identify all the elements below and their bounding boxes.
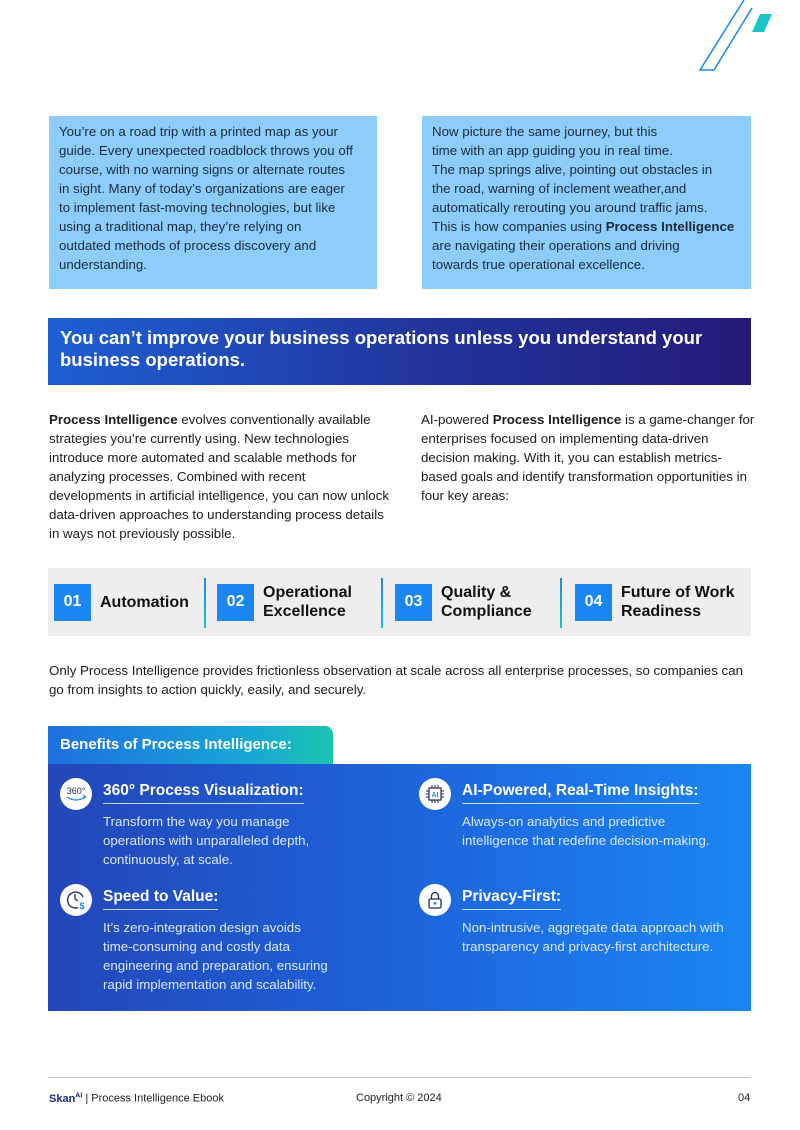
key-area-operational-excellence bbox=[217, 568, 387, 636]
svg-text:AI: AI bbox=[431, 792, 439, 799]
benefit-description: Transform the way you manage operations with unparalleled depth, continuously, at scale. bbox=[103, 814, 310, 867]
area-label: Future of Work Readiness bbox=[621, 584, 735, 620]
area-label: Automation bbox=[100, 593, 189, 611]
svg-text:$: $ bbox=[79, 901, 85, 911]
benefit-title: AI-Powered, Real-Time Insights: bbox=[462, 782, 699, 804]
area-number-badge: 01 bbox=[54, 584, 91, 621]
footer-copyright: Copyright © 2024 bbox=[356, 1092, 442, 1104]
area-number-badge: 03 bbox=[395, 584, 432, 621]
benefits-heading: Benefits of Process Intelligence: bbox=[60, 736, 292, 753]
benefit-description: It’s zero-integration design avoids time-consuming and costly data engineering and preparation, ensuring rapid implementation and scalability. bbox=[103, 920, 328, 992]
footer-ebook-title: | Process Intelligence Ebook bbox=[82, 1092, 224, 1105]
benefit-title: 360° Process Visualization: bbox=[103, 782, 304, 804]
ai-chip-icon bbox=[419, 778, 451, 810]
area-label: Operational Excellence bbox=[263, 584, 352, 620]
intro-right-text: Now picture the same journey, but this time with an app guiding you in real time. The map springs alive, pointing out obstacles in the road, warning of inclement weather,and automatically rerouting you around traffic jams. This is how companies using Process Intelligence are navigating their operations and driving towards true operational excellence. bbox=[432, 124, 735, 272]
banner-heading: You can’t improve your business operations unless you understand your business operations. bbox=[60, 327, 703, 370]
360-view-icon bbox=[60, 778, 92, 810]
footer-brand bbox=[49, 1092, 224, 1105]
key-areas-strip bbox=[48, 568, 751, 636]
page-number: 04 bbox=[738, 1092, 751, 1104]
area-divider bbox=[560, 578, 562, 628]
benefits-panel bbox=[48, 764, 751, 1011]
summary-statement: Only Process Intelligence provides frictionless observation at scale across all enterprise processes, so companies can go from insights to action quickly, easily, and securely. bbox=[49, 663, 743, 697]
lock-icon bbox=[419, 884, 451, 916]
intro-box-right bbox=[422, 116, 751, 289]
key-area-future-of-work bbox=[575, 568, 751, 636]
benefit-title: Speed to Value: bbox=[103, 888, 218, 910]
intro-left-text: You’re on a road trip with a printed map as your guide. Every unexpected roadblock throws you off course, with no warning signs or alternate routes in sight. Many of today’s organizations are eager to implement fast-moving technologies, but like using a traditional map, they’re relying on outdated methods of process discovery and understanding. bbox=[59, 124, 353, 272]
section-banner bbox=[48, 318, 751, 385]
column-left: Process Intelligence evolves conventionally available strategies you’re currently using. New technologies introduce more automated and scalable methods for analyzing processes. Combined with recent developments in artificial intelligence, you can now unlock data-driven approaches to understanding process details in ways not previously possible. bbox=[49, 412, 389, 541]
area-divider bbox=[381, 578, 383, 628]
area-number-badge: 04 bbox=[575, 584, 612, 621]
area-divider bbox=[204, 578, 206, 628]
benefits-heading-tab bbox=[48, 726, 333, 764]
column-right: AI-powered Process Intelligence is a game-changer for enterprises focused on implementing data-driven decision making. With it, you can establish metrics-based goals and identify transformation opportunities in four key areas: bbox=[421, 412, 755, 503]
brand-logo: Skan$^{AI}$ bbox=[49, 1092, 83, 1105]
benefit-description: Non-intrusive, aggregate data approach with transparency and privacy-first architecture. bbox=[462, 920, 724, 954]
intro-box-left bbox=[49, 116, 377, 289]
key-area-automation bbox=[54, 568, 204, 636]
clock-dollar-icon bbox=[60, 884, 92, 916]
benefit-title: Privacy-First: bbox=[462, 888, 561, 910]
benefit-description: Always-on analytics and predictive intelligence that redefine decision-making. bbox=[462, 814, 710, 848]
key-area-quality-compliance bbox=[395, 568, 565, 636]
footer-divider bbox=[48, 1077, 751, 1078]
area-number-badge: 02 bbox=[217, 584, 254, 621]
area-label: Quality & Compliance bbox=[441, 584, 532, 620]
corner-decoration bbox=[690, 0, 780, 75]
svg-text:360°: 360° bbox=[66, 786, 86, 796]
